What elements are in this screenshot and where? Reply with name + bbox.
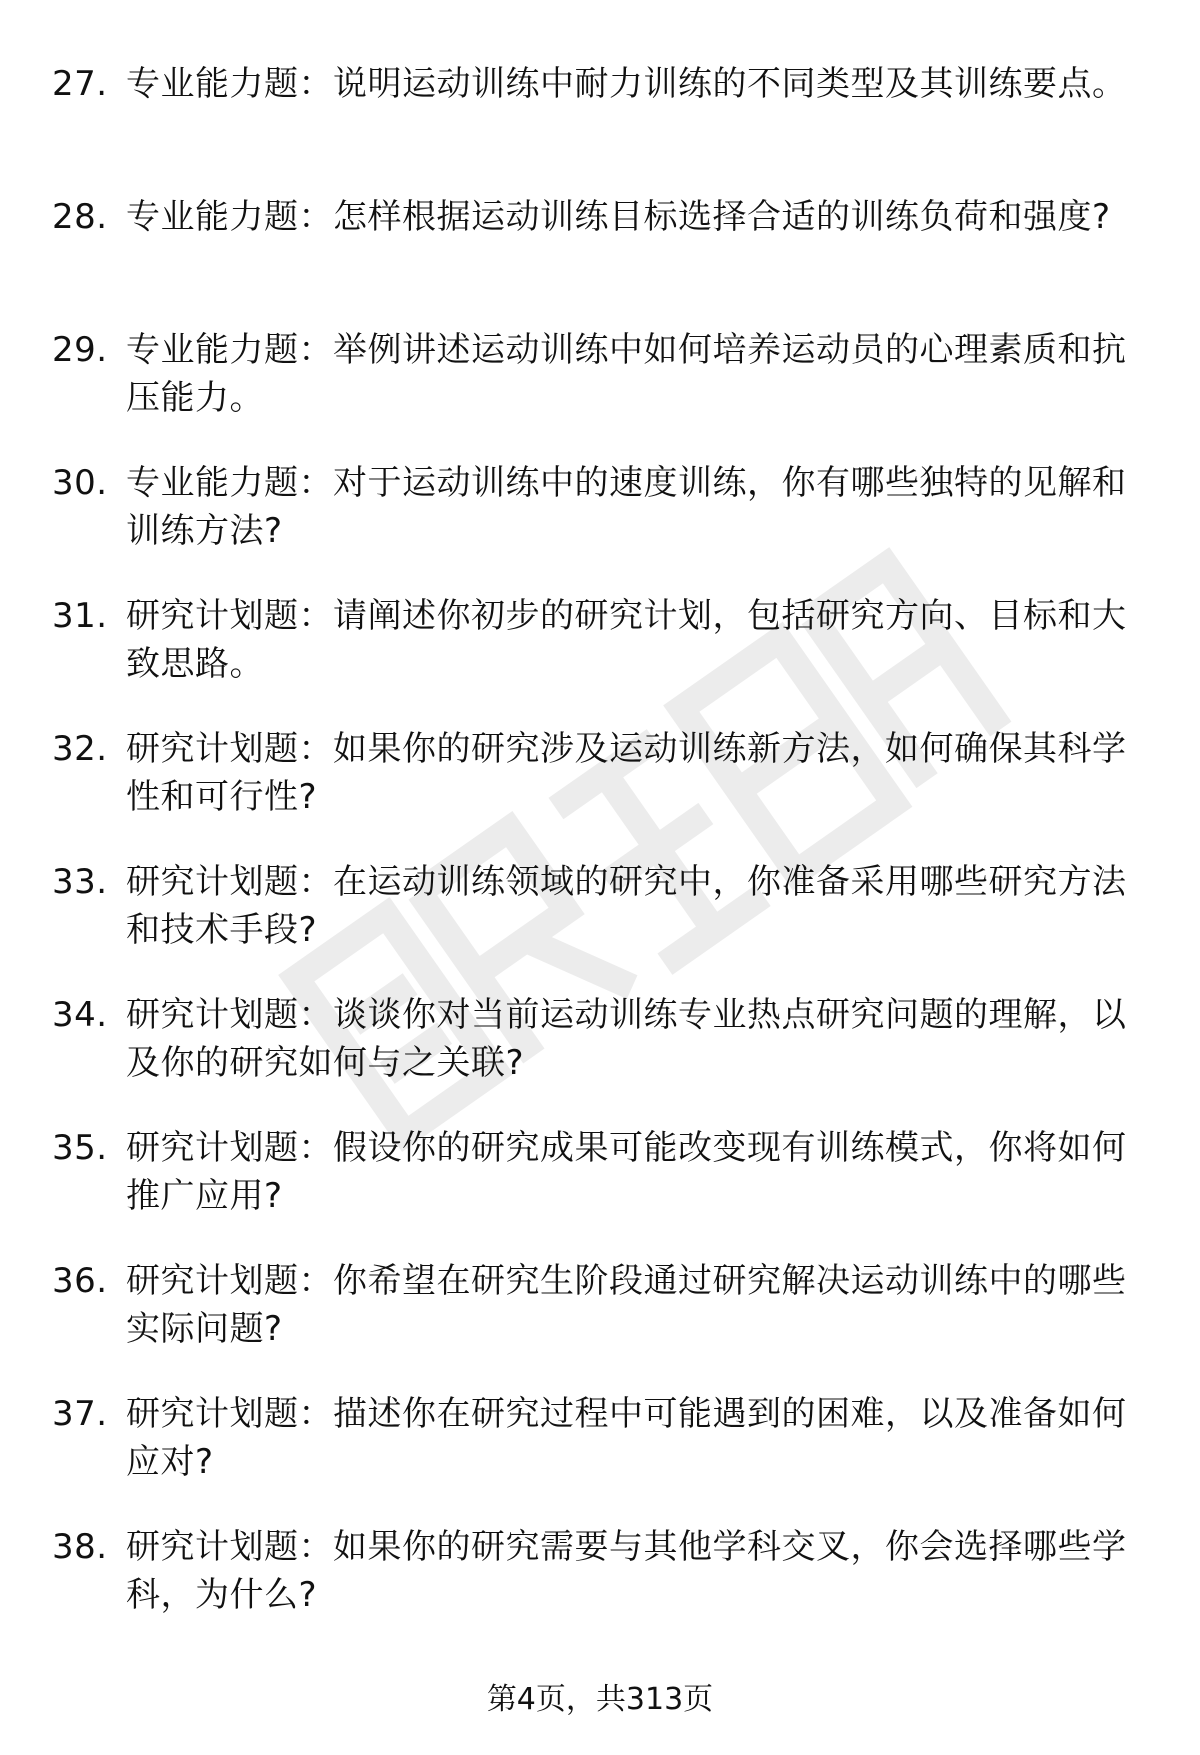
question-text: 专业能力题：说明运动训练中耐力训练的不同类型及其训练要点。 [126, 64, 1127, 104]
question-list [52, 60, 1148, 1656]
question-text: 专业能力题：对于运动训练中的速度训练，你有哪些独特的见解和训练方法? [126, 463, 1127, 551]
question-item [52, 1257, 1148, 1390]
question-item [52, 326, 1148, 459]
question-item [52, 459, 1148, 592]
question-item [52, 991, 1148, 1124]
question-text: 研究计划题：请阐述你初步的研究计划，包括研究方向、目标和大致思路。 [126, 596, 1127, 684]
question-number: 37. [52, 1394, 108, 1434]
question-number: 31. [52, 596, 108, 636]
question-number: 27. [52, 64, 108, 104]
question-number: 33. [52, 862, 108, 902]
question-number: 32. [52, 729, 108, 769]
question-item [52, 193, 1148, 326]
question-number: 28. [52, 197, 108, 237]
question-text: 研究计划题：你希望在研究生阶段通过研究解决运动训练中的哪些实际问题? [126, 1261, 1127, 1349]
question-number: 29. [52, 330, 108, 370]
question-text: 研究计划题：描述你在研究过程中可能遇到的困难，以及准备如何应对? [126, 1394, 1127, 1482]
question-text: 专业能力题：举例讲述运动训练中如何培养运动员的心理素质和抗压能力。 [126, 330, 1127, 418]
question-text: 研究计划题：如果你的研究需要与其他学科交叉，你会选择哪些学科，为什么? [126, 1527, 1127, 1615]
question-item [52, 1124, 1148, 1257]
question-item [52, 858, 1148, 991]
question-number: 34. [52, 995, 108, 1035]
question-item [52, 592, 1148, 725]
question-number: 38. [52, 1527, 108, 1567]
question-number: 35. [52, 1128, 108, 1168]
question-number: 30. [52, 463, 108, 503]
question-text: 专业能力题：怎样根据运动训练目标选择合适的训练负荷和强度? [126, 197, 1111, 237]
question-number: 36. [52, 1261, 108, 1301]
question-item [52, 60, 1148, 193]
question-item [52, 1523, 1148, 1656]
question-item [52, 1390, 1148, 1523]
question-text: 研究计划题：谈谈你对当前运动训练专业热点研究问题的理解，以及你的研究如何与之关联? [126, 995, 1127, 1083]
page-footer: 第4页，共313页 [486, 1682, 714, 1717]
question-text: 研究计划题：假设你的研究成果可能改变现有训练模式，你将如何推广应用? [126, 1128, 1127, 1216]
question-item [52, 725, 1148, 858]
question-text: 研究计划题：如果你的研究涉及运动训练新方法，如何确保其科学性和可行性? [126, 729, 1127, 817]
question-text: 研究计划题：在运动训练领域的研究中，你准备采用哪些研究方法和技术手段? [126, 862, 1127, 950]
